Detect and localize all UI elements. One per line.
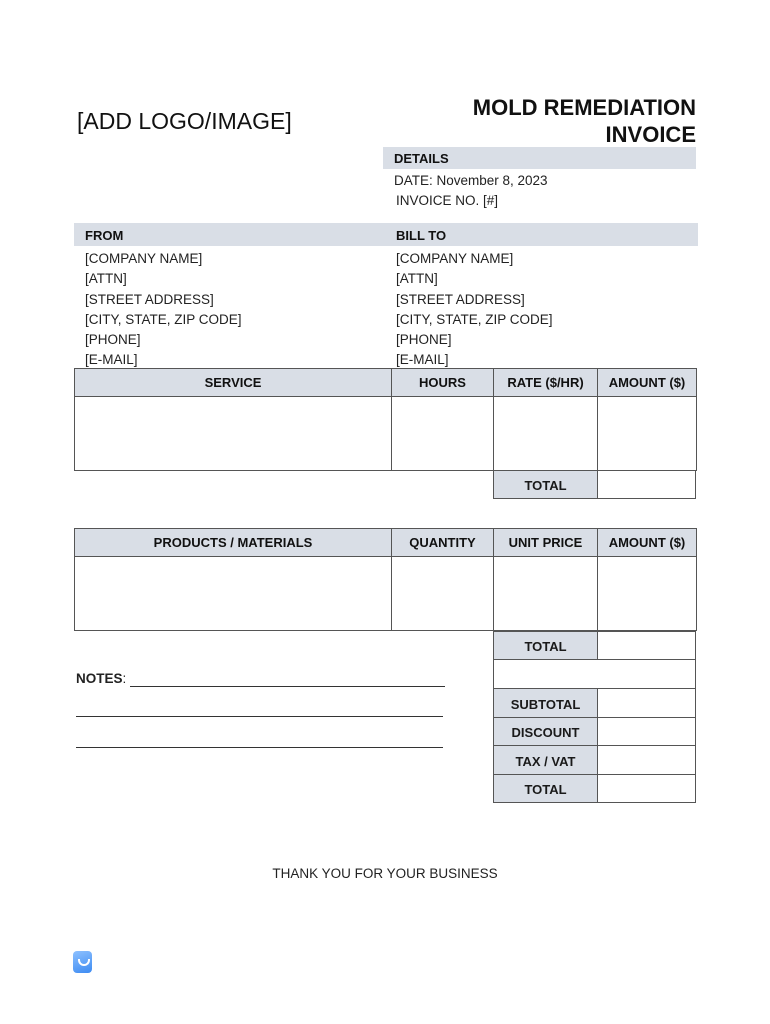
from-city: [CITY, STATE, ZIP CODE] (85, 311, 242, 327)
quantity-cell[interactable] (392, 557, 494, 631)
notes-label-wrap (76, 671, 126, 686)
from-phone: [PHONE] (85, 332, 141, 348)
notes-line-2[interactable] (76, 716, 443, 717)
service-amount-cell[interactable] (598, 397, 697, 471)
tax-label: TAX / VAT (515, 754, 576, 769)
details-header-band (383, 147, 696, 169)
discount-label: DISCOUNT (511, 725, 580, 740)
grand-total-value-cell[interactable] (597, 774, 696, 803)
hours-col-header: HOURS (392, 369, 494, 397)
grand-total-label-cell (493, 774, 598, 803)
service-table (74, 368, 697, 471)
product-cell[interactable] (75, 557, 392, 631)
from-attn: [ATTN] (85, 271, 127, 287)
hours-cell[interactable] (392, 397, 494, 471)
service-col-header: SERVICE (75, 369, 392, 397)
invoice-title (473, 94, 696, 148)
notes-colon: : (122, 671, 127, 686)
from-bill-to-band (74, 223, 698, 246)
notes-line-1[interactable] (130, 686, 445, 687)
products-total-label: TOTAL (524, 639, 567, 654)
products-col-header: PRODUCTS / MATERIALS (75, 529, 392, 557)
from-street: [STREET ADDRESS] (85, 291, 214, 307)
from-address-block (85, 249, 242, 371)
service-total-value-cell[interactable] (597, 470, 696, 499)
invoice-title-line-2: INVOICE (605, 122, 696, 147)
invoice-title-line-1: MOLD REMEDIATION (472, 95, 696, 120)
products-total-label-cell (493, 631, 598, 660)
details-header: DETAILS (394, 151, 449, 166)
service-total-label: TOTAL (524, 478, 567, 493)
unit-price-cell[interactable] (494, 557, 598, 631)
subtotal-label: SUBTOTAL (510, 697, 581, 712)
products-table (74, 528, 697, 631)
service-table-header-row (75, 369, 697, 397)
app-logo-icon[interactable] (73, 951, 92, 973)
bill-to-address-block (396, 249, 553, 371)
thank-you-footer: THANK YOU FOR YOUR BUSINESS (272, 866, 498, 881)
bill-to-attn: [ATTN] (396, 271, 438, 287)
from-company: [COMPANY NAME] (85, 251, 203, 266)
invoice-number: INVOICE NO. [#] (396, 193, 499, 208)
grand-total-label: TOTAL (524, 782, 567, 797)
bill-to-street: [STREET ADDRESS] (396, 291, 525, 307)
products-total-value-cell[interactable] (597, 631, 696, 660)
service-total-label-cell (493, 470, 598, 499)
products-table-header-row (75, 529, 697, 557)
products-amount-cell[interactable] (598, 557, 697, 631)
bill-to-header: BILL TO (396, 228, 447, 243)
service-amount-col-header: AMOUNT ($) (598, 369, 697, 397)
summary-spacer-cell (493, 659, 696, 689)
service-entry-row (75, 397, 697, 471)
discount-label-cell (493, 717, 598, 746)
service-cell[interactable] (75, 397, 392, 471)
tax-value-cell[interactable] (597, 745, 696, 775)
tax-label-cell (493, 745, 598, 775)
products-entry-row (75, 557, 697, 631)
discount-value-cell[interactable] (597, 717, 696, 746)
rate-col-header: RATE ($/HR) (494, 369, 598, 397)
notes-label: NOTES (76, 671, 123, 686)
subtotal-value-cell[interactable] (597, 688, 696, 718)
products-amount-col-header: AMOUNT ($) (598, 529, 697, 557)
quantity-col-header: QUANTITY (392, 529, 494, 557)
logo-placeholder: [ADD LOGO/IMAGE] (77, 108, 292, 134)
rate-cell[interactable] (494, 397, 598, 471)
bill-to-city: [CITY, STATE, ZIP CODE] (396, 311, 553, 327)
subtotal-label-cell (493, 688, 598, 718)
notes-line-3[interactable] (76, 747, 443, 748)
from-header: FROM (85, 228, 124, 243)
invoice-date: DATE: November 8, 2023 (394, 173, 548, 188)
bill-to-phone: [PHONE] (396, 332, 452, 348)
from-email: [E-MAIL] (85, 352, 138, 368)
unit-price-col-header: UNIT PRICE (494, 529, 598, 557)
bill-to-email: [E-MAIL] (396, 352, 449, 368)
bill-to-company: [COMPANY NAME] (396, 251, 514, 266)
